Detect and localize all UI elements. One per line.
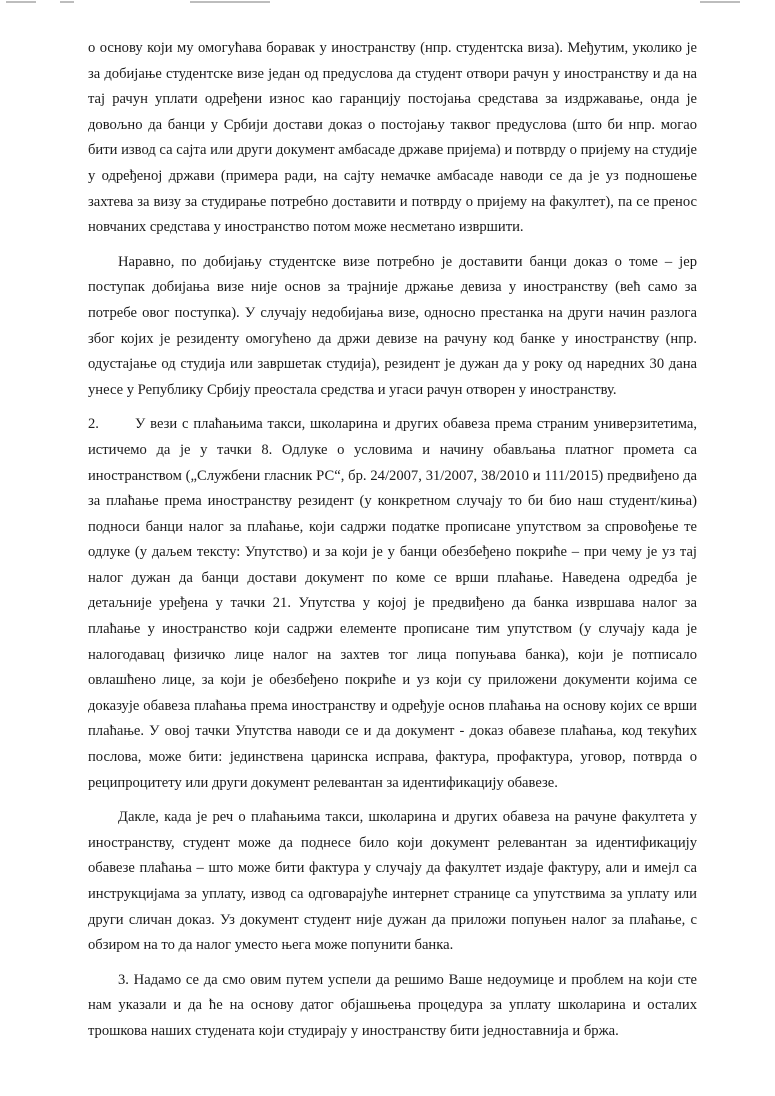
paragraph-tuition-payment: Дакле, када је реч о плаћањима такси, школарина и других обавеза на рачуне факултета у иностранству, студент може да поднесе било који документ релевантан за идентификацију обавезе плаћања – што може бити фактура у случају да факултет издаје фактуру, али и имејл са инструкцијама за уплату, извод са одговарајуће интернет странице са упутствима за уплату или други сличан доказ. Уз документ студент није дужан да приложи попуњен налог за плаћање, с обзиром на то да налог уместо њега може попунити банка. bbox=[88, 809, 697, 954]
paragraph-visa-proof: Наравно, по добијању студентске визе потребно је доставити банци доказ о томе – јер поступак добијања визе није основ за трајније држање девиза у иностранству (већ само за потребе овог поступка). У случају недобијања визе, односно престанка на други начин разлога због којих је резиденту омогућено да држи девизе на рачуну код банке у иностранству (нпр. одустајање од студија или завршетак студија), резидент је дужан да у року од наредних 30 дана унесе у Републику Србију преостала средства и угаси рачун отворен у иностранству. bbox=[88, 253, 697, 398]
section-number: 2. bbox=[88, 416, 99, 433]
paragraph-section-3: 3. Надамо се да смо овим путем успели да решимо Ваше недоумице и проблем на који сте нам указали и да ће на основу датог објашњења процедура за уплату школарина и осталих трошкова наших студената који студирају у иностранству бити једноставнија и бржа. bbox=[88, 971, 697, 1039]
section-2-text: У вези с плаћањима такси, школарина и других обавеза према страним универзитетима, истичемо да је у тачки 8. Одлуке о условима и начину обављања платног промета са иностранством („Службени гласник РС“, бр. 24/2007, 31/2007, 38/2010 и 111/2015) предвиђено да за плаћање према иностранству резидент (у конкретном случају то би био наш студент/киња) подноси банци налог за плаћање, који садржи податке прописане упутством за спровођење те одлуке (у даљем тексту: Упутство) и за који је у банци обезбеђено покриће – при чему је уз тај налог дужан да банци достави документ по коме се врши плаћање. Наведена одредба је детаљније уређена у тачки 21. Упутства у којој је предвиђено да банка извршава налог за плаћање у иностранство који садржи елементе прописане тим упутством (у случају када је налогодавац физичко лице налог на захтев тог лица попуњава банка), који је потписало овлашћено лице, за који је обезбеђено покриће и уз који су приложени документи којима се доказује обавеза плаћања према иностранству и одређује основ плаћања на основу којих се врши плаћање. У овој тачки Упутства наводи се и да документ - доказ обавезе плаћања, код текућих послова, може бити: јединствена царинска исправа, фактура, профактура, уговор, потврда о реципроцитету или други документ релевантан за идентификацију обавезе. bbox=[88, 416, 697, 791]
paragraph-section-2 bbox=[88, 412, 697, 796]
document-body bbox=[88, 36, 697, 1054]
paragraph-continuation: о основу који му омогућава боравак у иностранству (нпр. студентска виза). Међутим, уколико је за добијање студентске визе један од предуслова да студент отвори рачун у иностранству и да на тај рачун уплати одређени износ као гаранцију постојања средстава за издржавање, онда је довољно да банци у Србији достави доказ о постојању таквог предуслова (што би нпр. могао бити извод са сајта или други документ амбасаде државе пријема) и потврду о пријему на студије у одређеној држави (примера ради, на сајту немачке амбасаде наводи се да је уз подношење захтева за визу за студирање потребно доставити и потврду о пријему на факултет), па се пренос новчаних средстава у иностранство потом може несметано извршити. bbox=[88, 40, 697, 236]
scan-edge-marks bbox=[0, 0, 775, 6]
